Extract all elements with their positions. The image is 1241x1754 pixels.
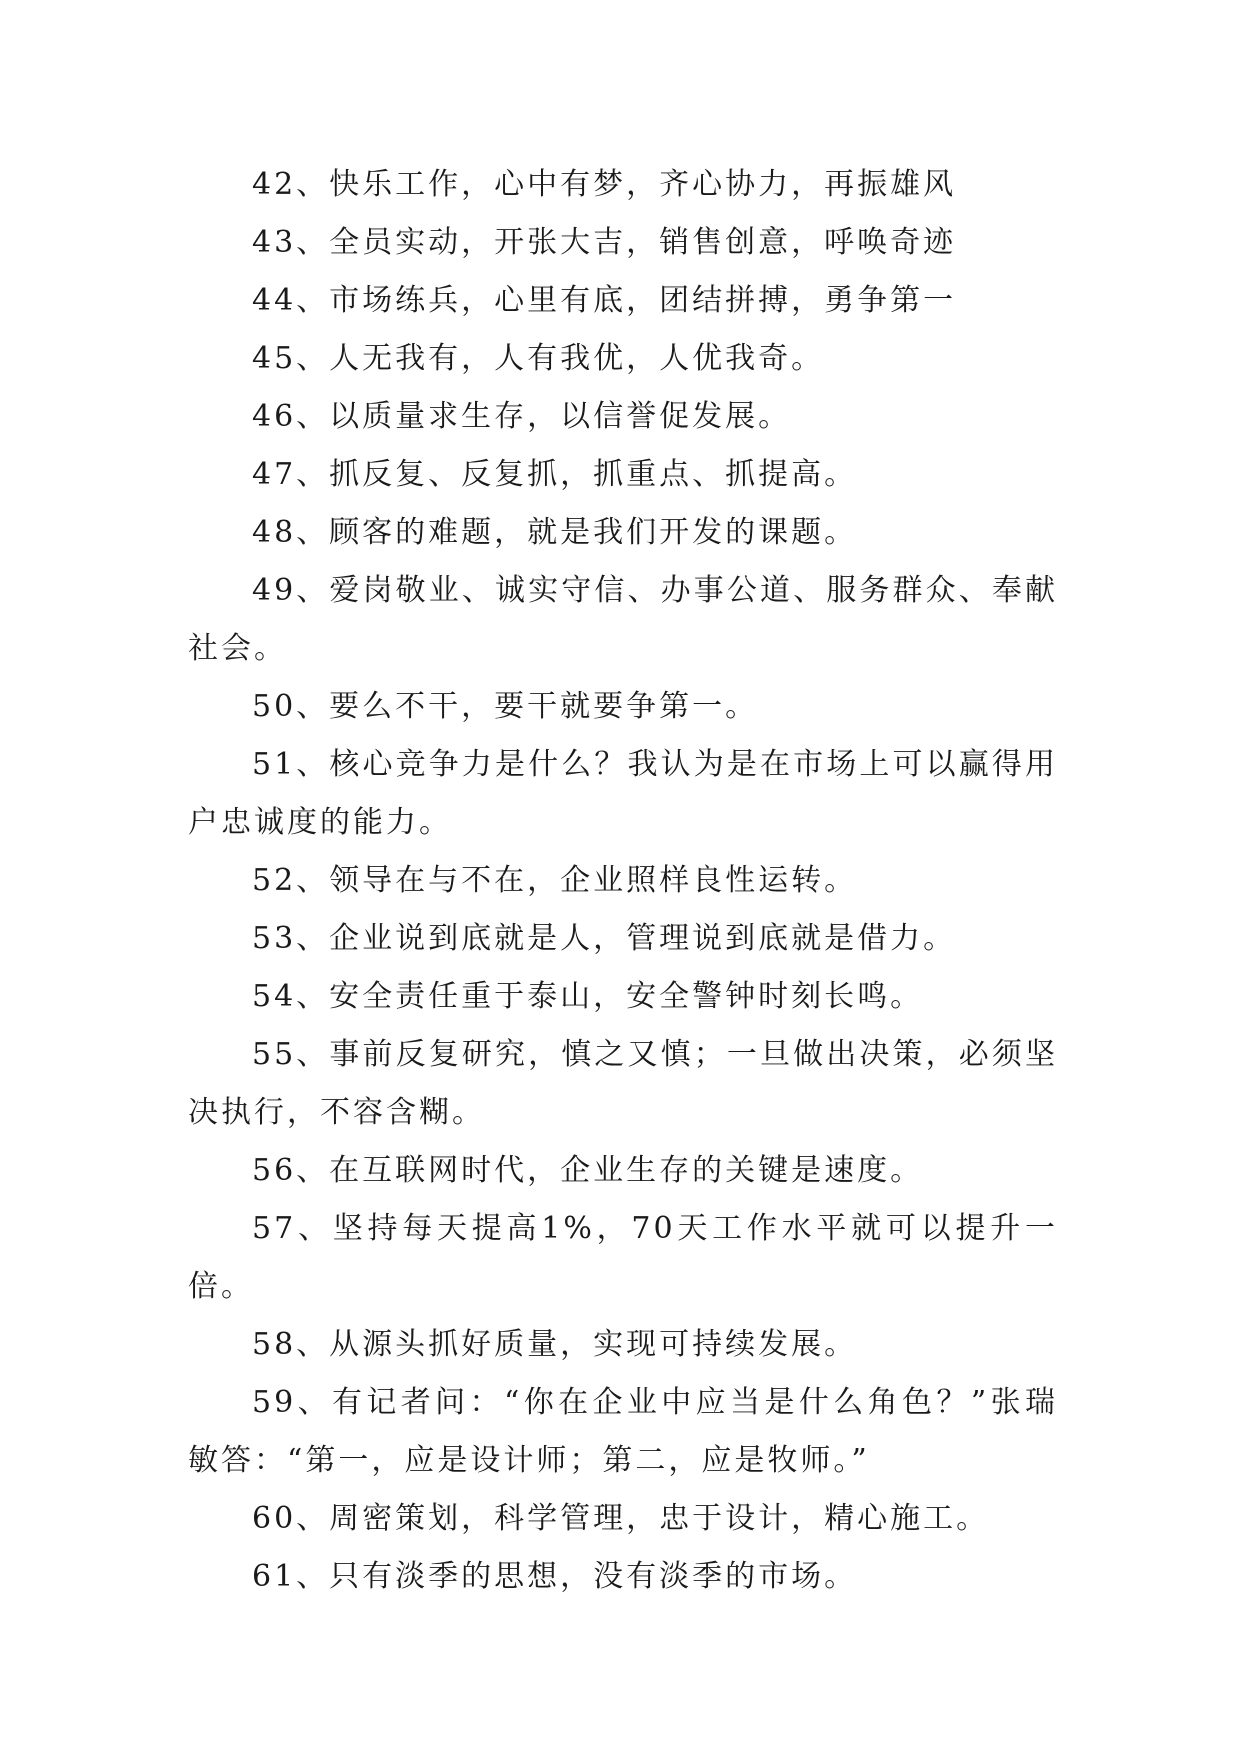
slogan-item-46: 46、以质量求生存，以信誉促发展。 [252,399,792,434]
slogan-item-53: 53、企业说到底就是人，管理说到底就是借力。 [252,921,957,956]
slogan-item-45: 45、人无我有，人有我优，人优我奇。 [252,341,825,376]
slogan-item-61: 61、只有淡季的思想，没有淡季的市场。 [252,1559,858,1594]
slogan-item-52: 52、领导在与不在，企业照样良性运转。 [252,863,858,898]
slogan-item-49: 49、爱岗敬业、诚实守信、办事公道、服务群众、奉献社会。 [188,573,1058,666]
slogan-item-55: 55、事前反复研究，慎之又慎；一旦做出决策，必须坚决执行，不容含糊。 [188,1037,1058,1130]
document-body [188,156,1058,1606]
slogan-item-60: 60、周密策划，科学管理，忠于设计，精心施工。 [252,1501,990,1536]
slogan-item-57: 57、坚持每天提高1%，70天工作水平就可以提升一倍。 [188,1211,1058,1304]
slogan-item-43: 43、全员实动，开张大吉，销售创意，呼唤奇迹 [252,225,957,260]
slogan-item-58: 58、从源头抓好质量，实现可持续发展。 [252,1327,858,1362]
slogan-item-59: 59、有记者问：“你在企业中应当是什么角色？”张瑞敏答：“第一，应是设计师；第二，应是牧师。” [188,1385,1058,1478]
slogan-item-42: 42、快乐工作，心中有梦，齐心协力，再振雄风 [252,167,957,202]
slogan-item-56: 56、在互联网时代，企业生存的关键是速度。 [252,1153,924,1188]
slogan-item-44: 44、市场练兵，心里有底，团结拼搏，勇争第一 [252,283,957,318]
slogan-item-47: 47、抓反复、反复抓，抓重点、抓提高。 [252,457,858,492]
slogan-item-50: 50、要么不干，要干就要争第一。 [252,689,759,724]
slogan-item-51: 51、核心竞争力是什么？我认为是在市场上可以赢得用户忠诚度的能力。 [188,747,1058,840]
slogan-item-48: 48、顾客的难题，就是我们开发的课题。 [252,515,858,550]
slogan-item-54: 54、安全责任重于泰山，安全警钟时刻长鸣。 [252,979,924,1014]
